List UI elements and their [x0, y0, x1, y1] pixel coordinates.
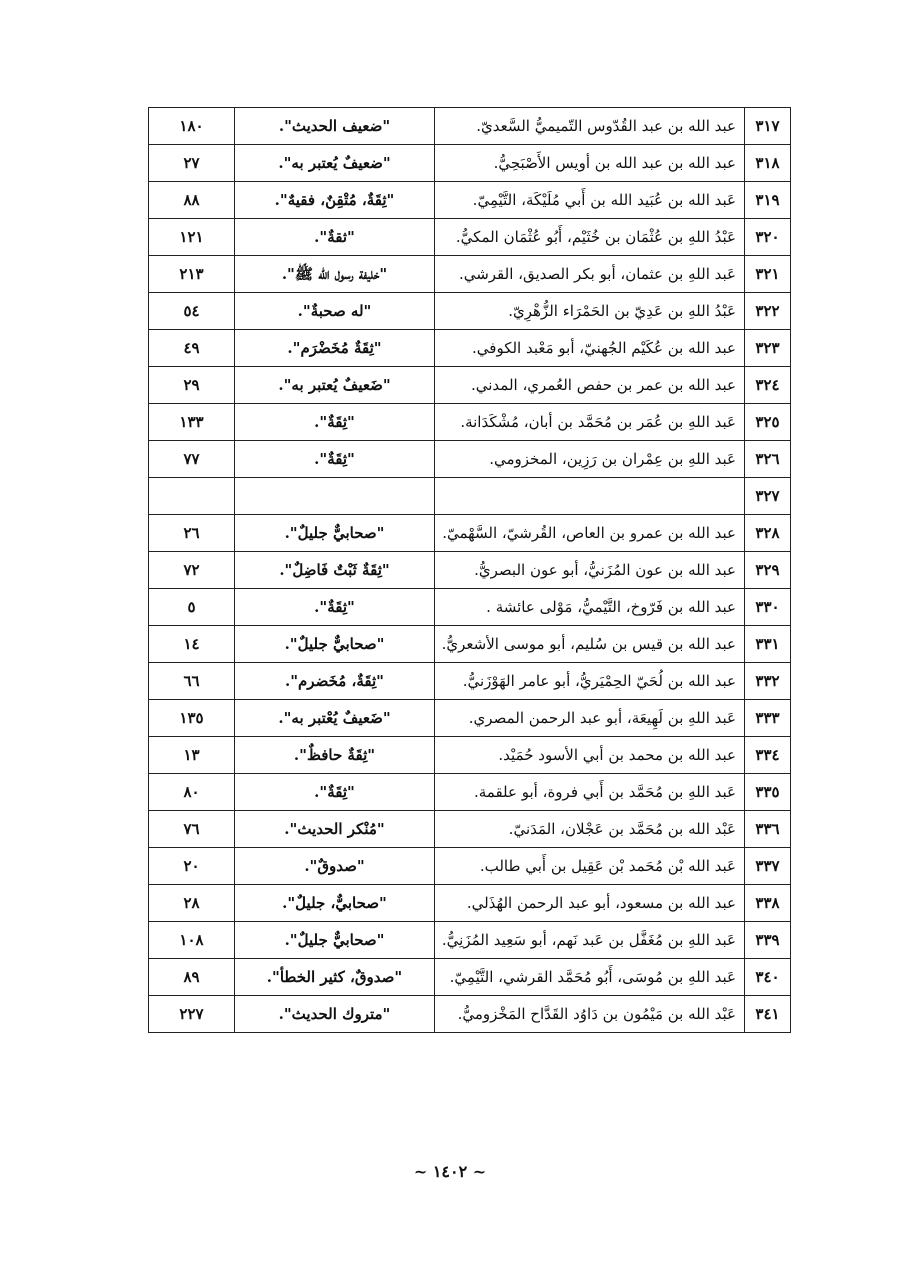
row-number: ٣١٨: [745, 145, 791, 182]
table-body: [149, 108, 791, 1033]
narrator-name: عَبد اللهِ بن مُوسَى، أَبُو مُحَمَّد القرشي، التَّيْمِيّ.: [435, 959, 745, 996]
reference-number: ١٣٣: [149, 404, 235, 441]
table-row: [149, 922, 791, 959]
narrator-grade: "ثِقَةٌ، مُخَضرم".: [235, 663, 435, 700]
table-row: [149, 330, 791, 367]
narrator-name: عبد الله بن عبد القُدّوس التّميميُّ السَّعديّ.: [435, 108, 745, 145]
reference-number: ٢٨: [149, 885, 235, 922]
table-row: [149, 441, 791, 478]
table-row: [149, 293, 791, 330]
narrator-grade: "ثقةٌ".: [235, 219, 435, 256]
table-row: [149, 959, 791, 996]
narrator-name: عبد الله بن محمد بن أبي الأسود حُمَيْد.: [435, 737, 745, 774]
narrator-grade: "ضَعيفٌ يُعْتبر به".: [235, 700, 435, 737]
table-row: [149, 219, 791, 256]
narrator-grade: "ثِقَةٌ مُخَضْرَم".: [235, 330, 435, 367]
reference-number: ٨٩: [149, 959, 235, 996]
reference-number: ٥: [149, 589, 235, 626]
row-number: ٣٢٣: [745, 330, 791, 367]
row-number: ٣١٩: [745, 182, 791, 219]
narrator-name: عبد الله بن عبد الله بن أويس الأَصْبَحِيُّ.: [435, 145, 745, 182]
reference-number: ٨٠: [149, 774, 235, 811]
reference-number: ٧٢: [149, 552, 235, 589]
reference-number: ٢١٣: [149, 256, 235, 293]
table-row: [149, 626, 791, 663]
narrator-grade: "متروك الحديث".: [235, 996, 435, 1033]
reference-number: ٢٠: [149, 848, 235, 885]
row-number: ٣٢٢: [745, 293, 791, 330]
narrator-grade: "صدوقٌ".: [235, 848, 435, 885]
table-row: [149, 108, 791, 145]
row-number: ٣٢٤: [745, 367, 791, 404]
row-number: ٣٣٥: [745, 774, 791, 811]
table-row: [149, 515, 791, 552]
narrator-grade: "خليفة رسول الله ﷺ".: [235, 256, 435, 293]
row-number: ٣٢٥: [745, 404, 791, 441]
narrator-name: عَبد الله بن عُبَيد الله بن أَبي مُلَيْكَة، التَّيْمِيّ.: [435, 182, 745, 219]
row-number: ٣٢١: [745, 256, 791, 293]
table-row: [149, 404, 791, 441]
narrator-grade: "ثِقَةٌ حافظٌ".: [235, 737, 435, 774]
table-row: [149, 182, 791, 219]
reference-number: ٢٢٧: [149, 996, 235, 1033]
row-number: ٣٣٠: [745, 589, 791, 626]
table-row: [149, 478, 791, 515]
table-row: [149, 737, 791, 774]
row-number: ٣٣٨: [745, 885, 791, 922]
row-number: ٣٤١: [745, 996, 791, 1033]
reference-number: ٧٧: [149, 441, 235, 478]
table-row: [149, 848, 791, 885]
reference-number: ٢٦: [149, 515, 235, 552]
reference-number: ١٨٠: [149, 108, 235, 145]
narrator-name: عبد الله بن فَرّوخ، التَّيْميُّ، مَوْلى عائشة .: [435, 589, 745, 626]
row-number: ٣٣١: [745, 626, 791, 663]
narrator-grade: "ضعيفٌ يُعتبر به".: [235, 145, 435, 182]
row-number: ٣٤٠: [745, 959, 791, 996]
reference-number: ٤٩: [149, 330, 235, 367]
narrator-name: عَبد الله بْن مُحَمد بْن عَقِيل بن أَبي طالب.: [435, 848, 745, 885]
reference-number: ٦٦: [149, 663, 235, 700]
narrator-name: عبد الله بن عون المُزَنيُّ، أبو عون البصريُّ.: [435, 552, 745, 589]
table-row: [149, 256, 791, 293]
reference-number: ٢٧: [149, 145, 235, 182]
narrator-name: عبد الله بن عُكَيْم الجُهنيّ، أبو مَعْبد الكوفي.: [435, 330, 745, 367]
narrator-grade: "صحابيٌّ، جليلٌ".: [235, 885, 435, 922]
reference-number: ٧٦: [149, 811, 235, 848]
reference-number: ١٣: [149, 737, 235, 774]
narrator-grade: "ثِقَةٌ".: [235, 441, 435, 478]
narrator-name: عبد الله بن مسعود، أبو عبد الرحمن الهُذَلي.: [435, 885, 745, 922]
row-number: ٣٢٩: [745, 552, 791, 589]
row-number: ٣٣٧: [745, 848, 791, 885]
narrator-name: [435, 478, 745, 515]
row-number: ٣٣٢: [745, 663, 791, 700]
narrator-grade: "ضَعيفٌ يُعتبر به".: [235, 367, 435, 404]
narrator-name: عَبد اللهِ بن مُحَمَّد بن أَبي فروة، أبو علقمة.: [435, 774, 745, 811]
narrator-name: عَبد اللهِ بن لَهِيعَة، أبو عبد الرحمن المصري.: [435, 700, 745, 737]
narrator-grade: "مُنْكر الحديث".: [235, 811, 435, 848]
table-row: [149, 367, 791, 404]
narrator-name: عَبْدُ اللهِ بن عُثْمَان بن خُثَيْم، أَبُو عُثْمَان المكيُّ.: [435, 219, 745, 256]
reference-number: ٨٨: [149, 182, 235, 219]
reference-number: ٢٩: [149, 367, 235, 404]
narrator-name: عَبد اللهِ بن مُغَفَّل بن عَبد نَهم، أبو سَعِيد المُزَنِيُّ.: [435, 922, 745, 959]
table-row: [149, 589, 791, 626]
narrator-name: عَبْد الله بن مَيْمُون بن دَاوُد القَدَّاح المَخْزوميُّ.: [435, 996, 745, 1033]
narrator-grade: "له صحبةٌ".: [235, 293, 435, 330]
narrator-grade: "ثِقَةٌ".: [235, 589, 435, 626]
narrator-name: عَبْد الله بن مُحَمَّد بن عَجْلان، المَدَنيّ.: [435, 811, 745, 848]
table-row: [149, 145, 791, 182]
narrator-name: عبد الله بن لُحَيّ الحِمْيَريُّ، أبو عامر الهَوْزَنيُّ.: [435, 663, 745, 700]
reference-number: ١٣٥: [149, 700, 235, 737]
narrator-name: عبد الله بن قيس بن سُليم، أبو موسى الأشعريُّ.: [435, 626, 745, 663]
table-row: [149, 774, 791, 811]
reference-number: ١٠٨: [149, 922, 235, 959]
narrator-grade: "صدوقٌ، كثير الخطأ".: [235, 959, 435, 996]
table-row: [149, 700, 791, 737]
reference-number: ٥٤: [149, 293, 235, 330]
table-row: [149, 885, 791, 922]
row-number: ٣٣٤: [745, 737, 791, 774]
narrator-grade: "ثِقَةٌ".: [235, 774, 435, 811]
row-number: ٣٢٧: [745, 478, 791, 515]
reference-number: ١٤: [149, 626, 235, 663]
narrator-grade: "ضعيف الحديث".: [235, 108, 435, 145]
narrators-table: [148, 107, 791, 1033]
table-row: [149, 811, 791, 848]
narrator-grade: [235, 478, 435, 515]
row-number: ٣٣٣: [745, 700, 791, 737]
narrator-grade: "صحابيٌّ جليلٌ".: [235, 922, 435, 959]
narrator-name: عبد الله بن عمرو بن العاص، القُرشيّ، السَّهْميّ.: [435, 515, 745, 552]
table-row: [149, 996, 791, 1033]
row-number: ٣١٧: [745, 108, 791, 145]
narrator-grade: "ثِقَةٌ ثَبْتٌ فَاضِلٌ".: [235, 552, 435, 589]
narrator-name: عَبد اللهِ بن عثمان، أبو بكر الصديق، القرشي.: [435, 256, 745, 293]
reference-number: [149, 478, 235, 515]
reference-number: ١٢١: [149, 219, 235, 256]
row-number: ٣٣٦: [745, 811, 791, 848]
row-number: ٣٢٦: [745, 441, 791, 478]
table-row: [149, 663, 791, 700]
narrator-name: عَبد اللهِ بن عِمْران بن رَزِين، المخزومي.: [435, 441, 745, 478]
narrator-name: عَبْدُ اللهِ بن عَدِيّ بن الحَمْرَاء الزُّهْرِيّ.: [435, 293, 745, 330]
row-number: ٣٢٠: [745, 219, 791, 256]
narrator-name: عَبد اللهِ بن عُمَر بن مُحَمَّد بن أبان، مُشْكَدَانة.: [435, 404, 745, 441]
narrator-grade: "صحابيٌّ جليلٌ".: [235, 626, 435, 663]
row-number: ٣٣٩: [745, 922, 791, 959]
narrator-grade: "صحابيٌّ جليلٌ".: [235, 515, 435, 552]
narrator-grade: "ثِقَةٌ، مُتْقِنٌ، فقيهٌ".: [235, 182, 435, 219]
narrator-name: عبد الله بن عمر بن حفص العُمري، المدني.: [435, 367, 745, 404]
table-row: [149, 552, 791, 589]
row-number: ٣٢٨: [745, 515, 791, 552]
narrator-grade: "ثِقَةٌ".: [235, 404, 435, 441]
page-number: ~ ١٤٠٢ ~: [413, 1162, 487, 1181]
